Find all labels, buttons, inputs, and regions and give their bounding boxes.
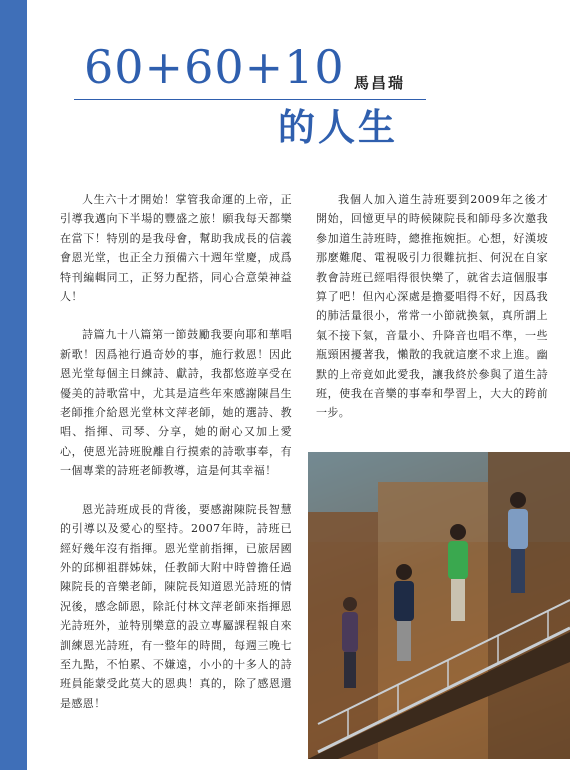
photo-illustration <box>308 452 570 759</box>
title-divider <box>74 99 426 100</box>
article-paragraph: 詩篇九十八篇第一節鼓勵我要向耶和華唱新歌！因爲祂行過奇妙的事，施行救恩！因此恩光堂每個主日練詩、獻詩，我都悠遊享受在優美的詩歌當中，尤其是這些年來感謝陳昌生老師推介給恩光堂林文萍老師，她的選詩、教唱、指揮、司琴、分享，她的耐心又加上愛心，使恩光詩班脫離自行摸索的詩歌事奉，有一個專業的詩班老師教導，這是何其幸福！ <box>60 328 292 478</box>
title-numbers: 60+60+10 <box>84 40 345 94</box>
title-subtitle: 的人生 <box>278 106 398 149</box>
article-paragraph: 我個人加入道生詩班要到2009年之後才開始，回憶更早的時候陳院長和師母多次邀我參加道生詩班時，總推拖婉拒。心想，好漢坡那麼難爬、電視吸引力很難抗拒、何況在自家教會詩班已經唱得很快樂了，就省去這個服事算了吧！但內心深處是擔憂唱得不好，因爲我的肺活量很小，常常一小節就換氣，真所謂上氣不接下氣，音量小、升降音也唱不準，一些瓶頸困擾著我，懶散的我就這麼不求上進。幽默的上帝竟如此愛我，讓我終於參與了道生詩班，使我在音樂的事奉和學習上，大大的跨前一步。 <box>316 193 548 420</box>
staircase-group-photo <box>308 452 570 759</box>
article-paragraph: 人生六十才開始！掌管我命運的上帝，正引導我邁向下半場的豐盛之旅！願我每天都樂在當下！特別的是我母會，幫助我成長的信義會恩光堂，也正全力預備六十週年堂慶，成爲特刊編輯同工，正努力配搭，同心合意榮神益人！ <box>60 193 292 304</box>
left-accent-bar <box>0 0 27 770</box>
article-paragraph: 恩光詩班成長的背後，要感謝陳院長智慧的引導以及愛心的堅持。2007年時，詩班已經好幾年沒有指揮。恩光堂前指揮，已旅居國外的邱柳祖群姊妹，任教師大附中時曾擔任過陳院長的音樂老師，陳院長知道恩光詩班的情況後，感念師恩，除託付林文萍老師來指揮恩光詩班外，並特別樂意的設立專屬課程報自來訓練恩光詩班，有一整年的時間，每週三晚七至九點，不怕累、不嫌遠，小小的十多人的詩班員能蒙受此莫大的恩典！真的，除了感恩還是感恩！ <box>60 502 292 710</box>
author-name: 馬昌瑞 <box>354 74 406 92</box>
article-column-right <box>316 190 548 442</box>
article-column-left <box>60 190 292 732</box>
